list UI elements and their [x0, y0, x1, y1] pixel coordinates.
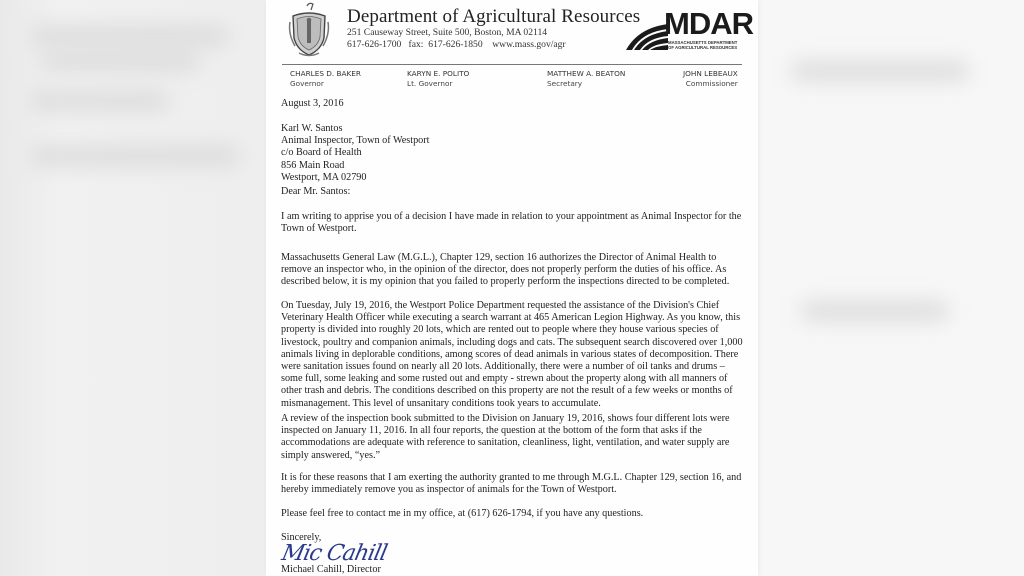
background-blur-band	[40, 50, 200, 72]
official-governor	[290, 69, 361, 88]
department-title: Department of Agricultural Resources	[347, 6, 641, 27]
recipient-line: Animal Inspector, Town of Westport	[281, 135, 430, 147]
paragraph: Massachusetts General Law (M.G.L.), Chapter 129, section 16 authorizes the Director of Animal Health to remove an inspector who, in the opinion of the director, does not properly perform the duties of his office. As described below, it is my opinion that you failed to properly perform the inspections directed to be completed.	[281, 252, 730, 288]
background-blur-band	[30, 90, 170, 112]
official-name: KARYN E. POLITO	[407, 69, 470, 78]
department-address: 251 Causeway Street, Suite 500, Boston, MA 02114	[347, 27, 548, 38]
official-commissioner	[683, 69, 738, 88]
recipient-line: c/o Board of Health	[281, 147, 362, 159]
salutation: Dear Mr. Santos:	[281, 186, 351, 197]
official-name: MATTHEW A. BEATON	[547, 69, 626, 78]
letter-date: August 3, 2016	[281, 98, 344, 109]
recipient-line: 856 Main Road	[281, 159, 345, 171]
background-blur-band	[30, 145, 240, 167]
paragraph: It is for these reasons that I am exerting the authority granted to me through M.G.L. Chapter 129, section 16, and hereby immediately remove you as inspector of animals for the Town of Westport.	[281, 472, 742, 496]
closing: Sincerely,	[281, 532, 322, 543]
logo-subtitle	[668, 40, 737, 50]
logo-wordmark: MDAR	[664, 6, 753, 41]
logo-subtitle-line: OF AGRICULTURAL RESOURCES	[668, 45, 738, 50]
official-secretary	[547, 69, 625, 88]
official-name: JOHN LEBEAUX	[683, 69, 738, 78]
official-role: Secretary	[547, 79, 583, 88]
official-role: Commissioner	[685, 79, 738, 88]
recipient-line: Karl W. Santos	[281, 123, 343, 134]
paragraph: A review of the inspection book submitted to the Division on January 19, 2016, shows four different lots were inspected on January 11, 2016. In all four reports, the question at the bottom of the form that asks if the accommodations are adequate with reference to sanitation, cleanliness, light, ventilation, and water supply are simply answered, “yes.”	[281, 413, 730, 461]
background-blur-band	[30, 25, 230, 47]
recipient-address	[281, 123, 746, 184]
massachusetts-seal-icon	[287, 2, 331, 58]
department-contact: 617-626-1700 fax: 617-626-1850 www.mass.gov/agr	[347, 39, 566, 50]
background-blur-band	[800, 300, 950, 322]
mdar-logo	[624, 6, 753, 52]
paragraph: I am writing to apprise you of a decision I have made in relation to your appointment as Animal Inspector for the Town of Westport.	[281, 211, 742, 235]
official-role: Governor	[290, 79, 324, 88]
recipient-line: Westport, MA 02790	[281, 171, 367, 183]
official-lt-governor	[407, 69, 469, 88]
signature: Mic Cahill	[279, 541, 389, 566]
background-blur-band	[790, 60, 970, 82]
letterhead-divider	[282, 64, 742, 65]
official-name: CHARLES D. BAKER	[290, 69, 361, 78]
paragraph: Please feel free to contact me in my office, at (617) 626-1794, if you have any questions.	[281, 508, 644, 519]
logo-subtitle-line: MASSACHUSETTS DEPARTMENT	[668, 40, 738, 45]
paragraph: On Tuesday, July 19, 2016, the Westport Police Department requested the assistance of the Division's Chief Veterinary Health Officer while executing a search warrant at 465 American Legion Highway. As you know, this property is divided into roughly 20 lots, which are rented out to people where they house various species of livestock, poultry and companion animals, including dogs and cats. The subsequent search discovered over 1,000 animals living in deplorable conditions, among scores of dead animals in various states of decomposition. There were sanitation issues found on nearly all 20 lots. Additionally, there were a number of oil tanks and drums – some full, some leaking and some rusted out and empty - strewn about the property along with all manners of other trash and debris. The conditions described on this property are not the result of a few weeks or months of mismanagement. This level of unsanitary conditions took years to accumulate.	[281, 300, 743, 409]
signer-name: Michael Cahill, Director	[281, 564, 381, 575]
official-role: Lt. Governor	[407, 79, 453, 88]
